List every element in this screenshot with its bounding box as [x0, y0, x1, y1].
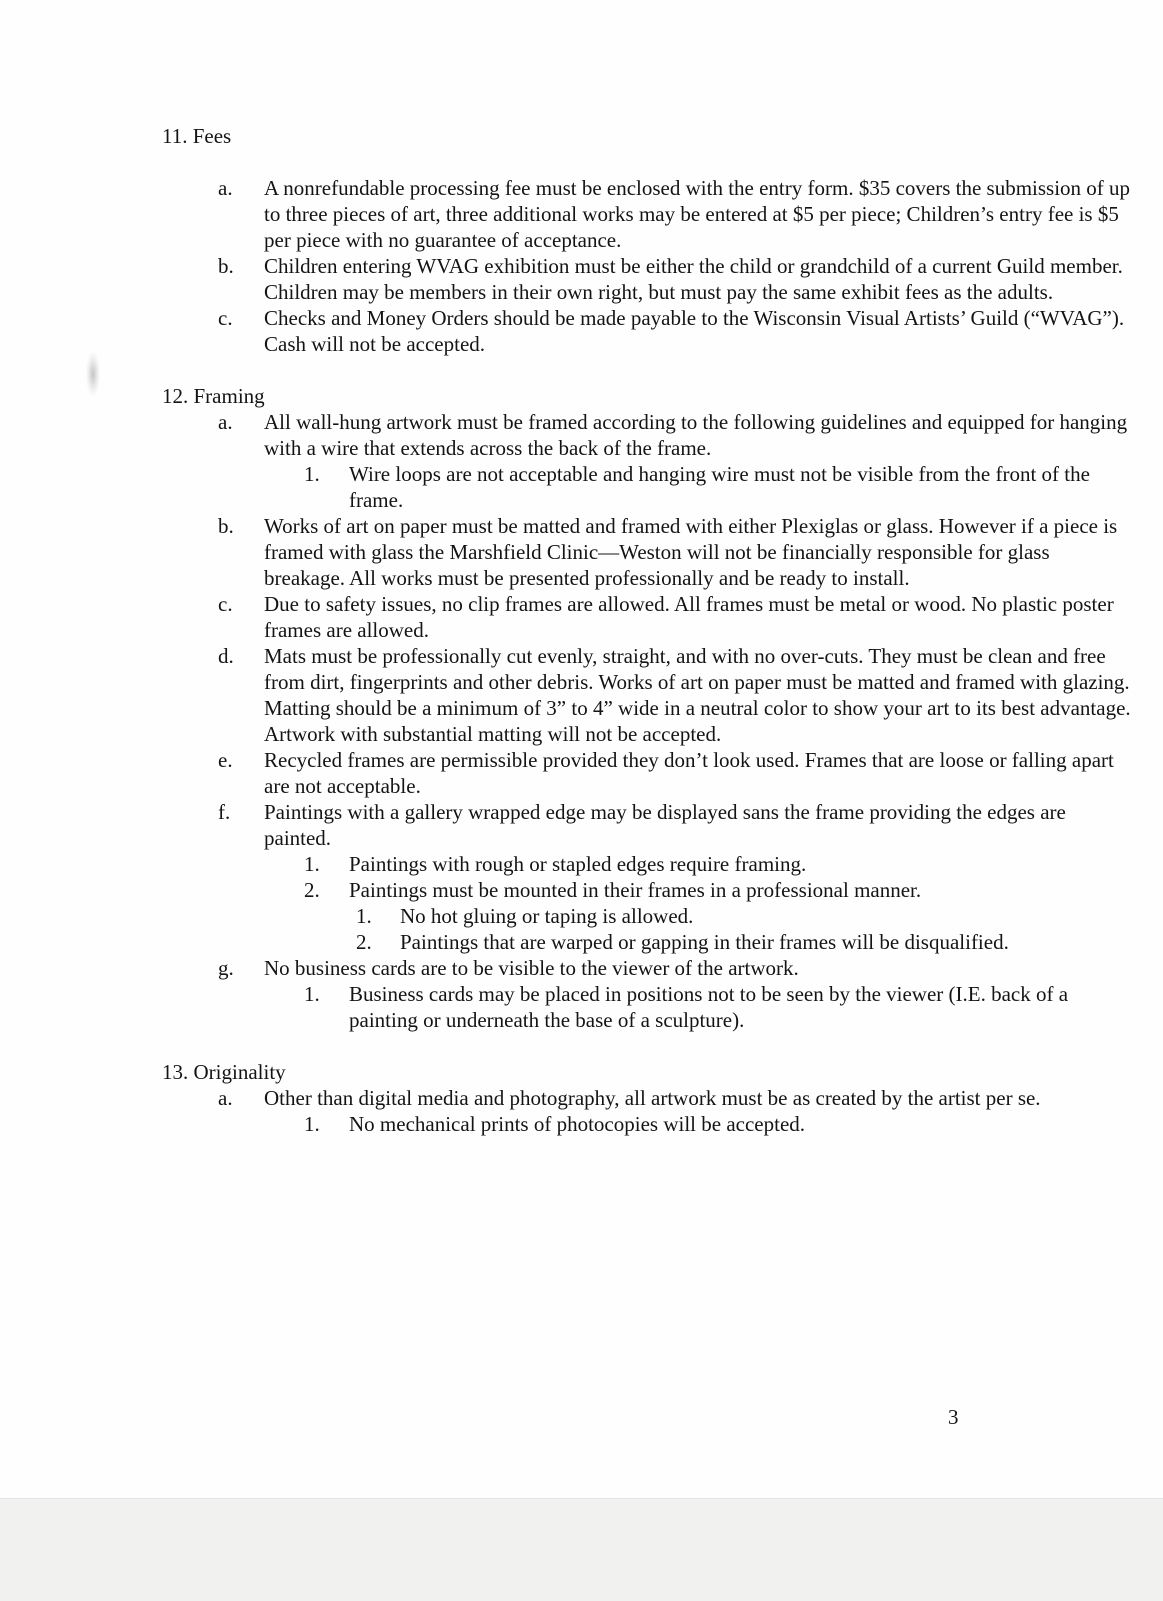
- list-item: [162, 513, 1134, 591]
- list-item-text: No mechanical prints of photocopies will be accepted.: [349, 1112, 806, 1136]
- list-marker: a.: [218, 1086, 233, 1110]
- document-body: [162, 123, 1131, 1137]
- list-item: [162, 955, 1134, 981]
- list-item-text: Paintings must be mounted in their frames in a professional manner.: [349, 878, 922, 902]
- list-item-text: Due to safety issues, no clip frames are allowed. All frames must be metal or wood. No plastic poster frames are allowed.: [264, 592, 1114, 642]
- page-number: 3: [948, 1405, 959, 1429]
- list-marker: c.: [218, 306, 233, 330]
- list-item-text: No hot gluing or taping is allowed.: [400, 904, 694, 928]
- list-subitem: [162, 851, 1139, 877]
- list-item: [162, 591, 1134, 643]
- list-item-text: Mats must be professionally cut evenly, straight, and with no over-cuts. They must be clean and free from dirt, fingerprints and other debris. Works of art on paper must be matted and framed with glazing. Matting should be a minimum of 3” to 4” wide in a neutral color to show your art to its best advantage. Artwork with substantial matting will not be accepted.: [264, 644, 1131, 746]
- list-subsubitem: [162, 903, 1140, 929]
- scan-smudge: [86, 352, 100, 396]
- list-item: [162, 253, 1134, 305]
- list-marker: g.: [218, 956, 234, 980]
- list-marker: e.: [218, 748, 233, 772]
- list-item-text: Business cards may be placed in positions not to be seen by the viewer (I.E. back of a painting or underneath the base of a sculpture).: [349, 982, 1069, 1032]
- section-fees: [162, 123, 1131, 357]
- list-item: [162, 305, 1134, 357]
- list-item-text: Recycled frames are permissible provided they don’t look used. Frames that are loose or falling apart are not acceptable.: [264, 748, 1114, 798]
- list-marker: 1.: [304, 982, 320, 1006]
- list-item: [162, 747, 1134, 799]
- list-marker: 2.: [356, 930, 372, 954]
- section-title: 11. Fees: [162, 124, 232, 148]
- list-item: [162, 409, 1134, 461]
- list-marker: 1.: [304, 462, 320, 486]
- scan-bottom-edge: [0, 1498, 1163, 1601]
- list-item-text: Paintings with a gallery wrapped edge may be displayed sans the frame providing the edges are painted.: [264, 800, 1066, 850]
- list-marker: 1.: [304, 852, 320, 876]
- list-marker: 1.: [304, 1112, 320, 1136]
- list-item-text: A nonrefundable processing fee must be enclosed with the entry form. $35 covers the submission of up to three pieces of art, three additional works may be entered at $5 per piece; Children’s entry fee is $5 per piece with no guarantee of acceptance.: [264, 176, 1131, 252]
- list-item-text: Works of art on paper must be matted and framed with either Plexiglas or glass. However if a piece is framed with glass the Marshfield Clinic—Weston will not be financially responsible for glass breakage. All works must be presented professionally and be ready to install.: [264, 514, 1118, 590]
- list-marker: f.: [218, 800, 231, 824]
- list-item-text: Other than digital media and photography, all artwork must be as created by the artist per se.: [264, 1086, 1041, 1110]
- list-item: [162, 175, 1134, 253]
- list-marker: 2.: [304, 878, 320, 902]
- list-item-text: Children entering WVAG exhibition must be either the child or grandchild of a current Guild member. Children may be members in their own right, but must pay the same exhibit fees as the adults.: [264, 254, 1123, 304]
- list-item-text: Checks and Money Orders should be made payable to the Wisconsin Visual Artists’ Guild (“WVAG”). Cash will not be accepted.: [264, 306, 1125, 356]
- list-item: [162, 643, 1134, 747]
- list-marker: a.: [218, 176, 233, 200]
- list-subitem: [162, 461, 1139, 513]
- list-item: [162, 1085, 1134, 1111]
- list-item-text: No business cards are to be visible to the viewer of the artwork.: [264, 956, 799, 980]
- list-marker: a.: [218, 410, 233, 434]
- list-subsubitem: [162, 929, 1140, 955]
- section-originality: [162, 1059, 1041, 1137]
- section-title: 13. Originality: [162, 1060, 286, 1084]
- list-marker: c.: [218, 592, 233, 616]
- list-marker: b.: [218, 514, 234, 538]
- list-item: [162, 799, 1134, 851]
- list-subitem: [162, 1111, 1139, 1137]
- list-subitem: [162, 981, 1139, 1033]
- section-framing: [162, 383, 1131, 1033]
- list-marker: 1.: [356, 904, 372, 928]
- list-item-text: Wire loops are not acceptable and hanging wire must not be visible from the front of the frame.: [349, 462, 1090, 512]
- list-marker: d.: [218, 644, 234, 668]
- list-item-text: Paintings that are warped or gapping in their frames will be disqualified.: [400, 930, 1009, 954]
- list-subitem: [162, 877, 1139, 903]
- section-title: 12. Framing: [162, 384, 265, 408]
- list-item-text: All wall-hung artwork must be framed according to the following guidelines and equipped for hanging with a wire that extends across the back of the frame.: [264, 410, 1128, 460]
- list-marker: b.: [218, 254, 234, 278]
- list-item-text: Paintings with rough or stapled edges require framing.: [349, 852, 807, 876]
